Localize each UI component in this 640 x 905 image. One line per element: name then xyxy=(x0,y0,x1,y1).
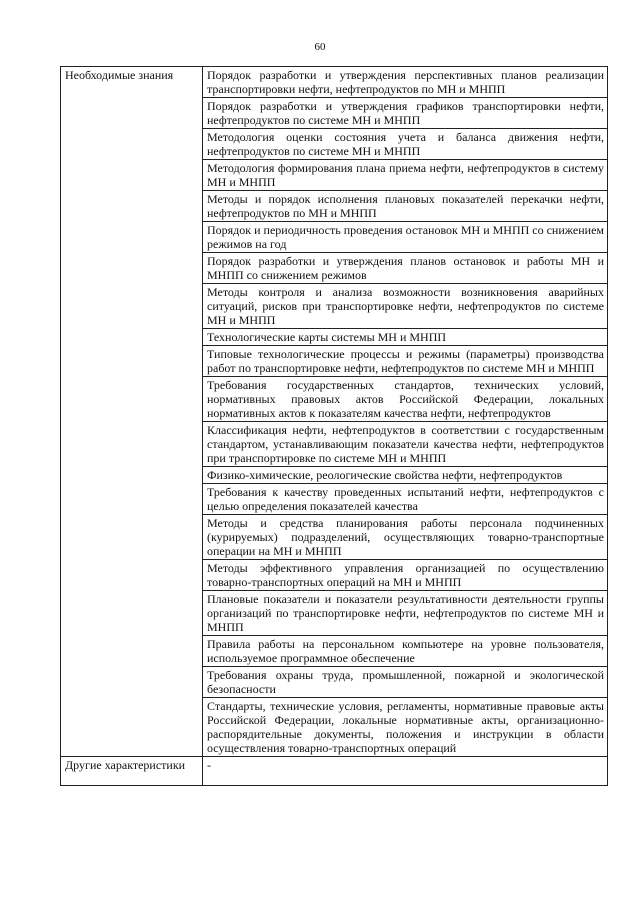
knowledge-item: Требования государственных стандартов, технических условий, нормативных правовых актов Российской Федерации, локальных нормативных актов к показателям качества нефти, нефтепродуктов xyxy=(203,377,608,422)
knowledge-item: Порядок разработки и утверждения перспективных планов реализации транспортировки нефти, нефтепродуктов по МН и МНПП xyxy=(203,67,608,98)
knowledge-item: Классификация нефти, нефтепродуктов в соответствии с государственным стандартом, устанавливающим показатели качества нефти, нефтепродуктов при транспортировке по системе МН и МНПП xyxy=(203,422,608,467)
other-characteristics-value: - xyxy=(203,757,608,786)
table-row xyxy=(61,757,608,786)
knowledge-item: Порядок разработки и утверждения планов остановок и работы МН и МНПП со снижением режимов xyxy=(203,253,608,284)
other-characteristics-label: Другие характеристики xyxy=(61,757,203,786)
page-number: 60 xyxy=(314,41,326,53)
knowledge-item: Физико-химические, реологические свойства нефти, нефтепродуктов xyxy=(203,467,608,484)
knowledge-item: Стандарты, технические условия, регламенты, нормативные правовые акты Российской Федерации, локальные нормативные акты, организационно-распорядительные документы, положения и инструкции в области осуществления товарно-транспортных операций xyxy=(203,698,608,757)
knowledge-item: Методы контроля и анализа возможности возникновения аварийных ситуаций, рисков при транспортировке нефти, нефтепродуктов по системе МН и МНПП xyxy=(203,284,608,329)
knowledge-item: Типовые технологические процессы и режимы (параметры) производства работ по транспортировке нефти, нефтепродуктов по системе МН и МНПП xyxy=(203,346,608,377)
knowledge-label: Необходимые знания xyxy=(61,67,203,757)
knowledge-item: Методы и средства планирования работы персонала подчиненных (курируемых) подразделений, осуществляющих товарно-транспортные операции на МН и МНПП xyxy=(203,515,608,560)
requirements-table xyxy=(60,66,608,786)
knowledge-item: Плановые показатели и показатели результативности деятельности группы организаций по транспортировке нефти, нефтепродуктов по системе МН и МНПП xyxy=(203,591,608,636)
knowledge-item: Правила работы на персональном компьютере на уровне пользователя, используемое программное обеспечение xyxy=(203,636,608,667)
table-row xyxy=(61,67,608,98)
requirements-table-body xyxy=(61,67,608,786)
knowledge-item: Порядок и периодичность проведения остановок МН и МНПП со снижением режимов на год xyxy=(203,222,608,253)
knowledge-item: Требования к качеству проведенных испытаний нефти, нефтепродуктов с целью определения показателей качества xyxy=(203,484,608,515)
knowledge-item: Методы и порядок исполнения плановых показателей перекачки нефти, нефтепродуктов по МН и МНПП xyxy=(203,191,608,222)
knowledge-item: Методология формирования плана приема нефти, нефтепродуктов в систему МН и МНПП xyxy=(203,160,608,191)
knowledge-item: Требования охраны труда, промышленной, пожарной и экологической безопасности xyxy=(203,667,608,698)
knowledge-item: Порядок разработки и утверждения графиков транспортировки нефти, нефтепродуктов по системе МН и МНПП xyxy=(203,98,608,129)
knowledge-item: Технологические карты системы МН и МНПП xyxy=(203,329,608,346)
knowledge-item: Методология оценки состояния учета и баланса движения нефти, нефтепродуктов по системе МН и МНПП xyxy=(203,129,608,160)
knowledge-item: Методы эффективного управления организацией по осуществлению товарно-транспортных операций на МН и МНПП xyxy=(203,560,608,591)
